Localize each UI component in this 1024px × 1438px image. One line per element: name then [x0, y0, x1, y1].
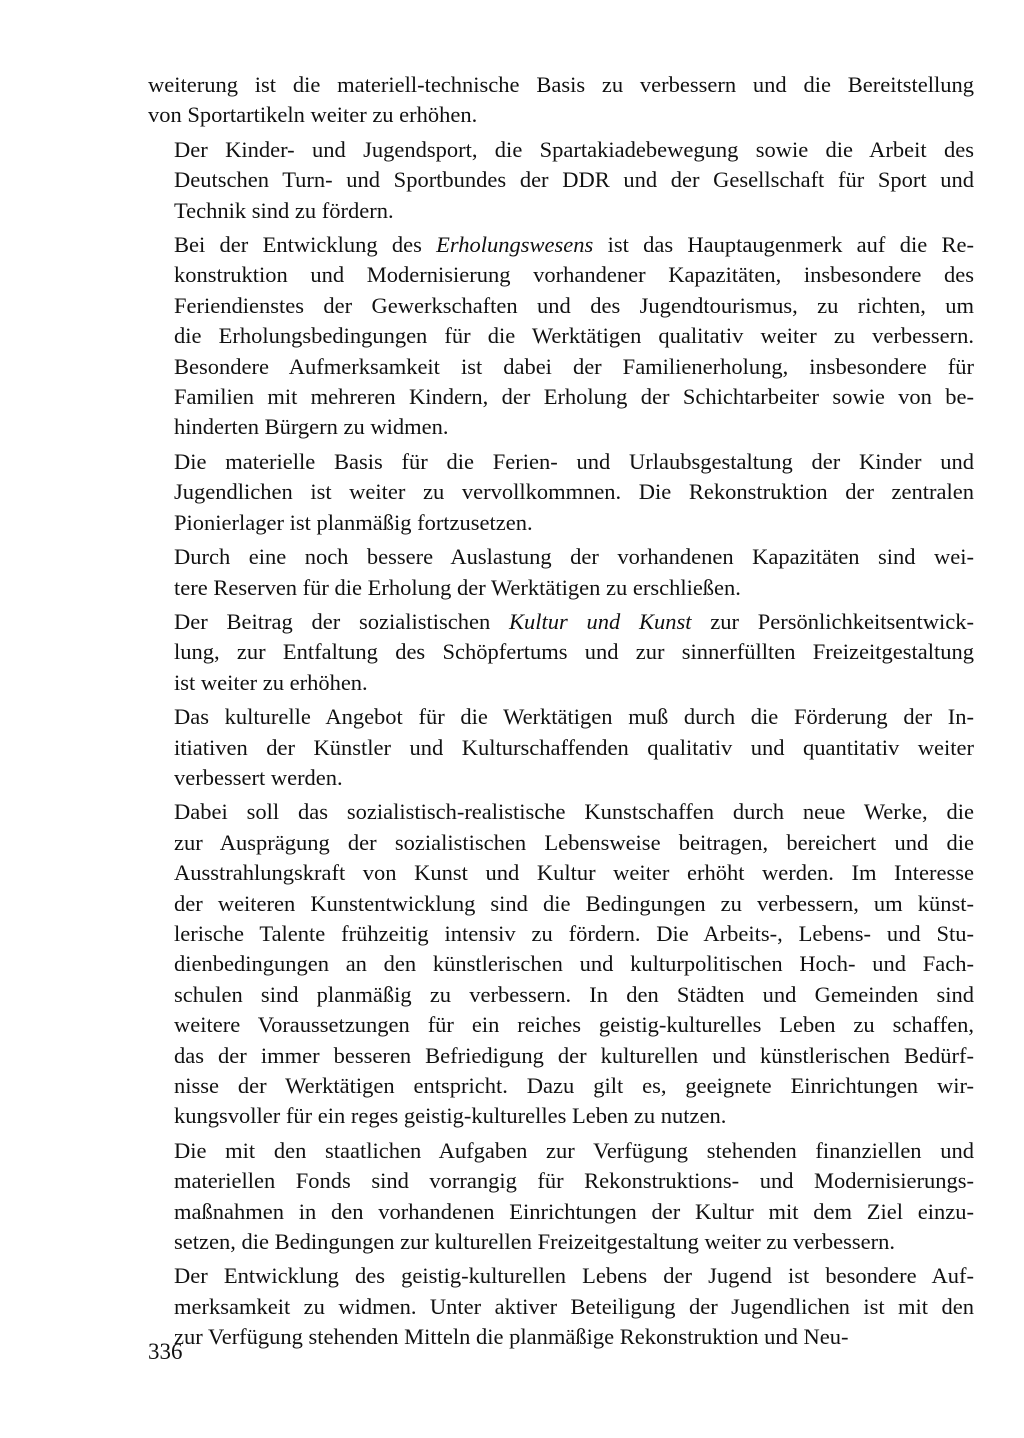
- text-line: Pionierlager ist planmäßig fortzusetzen.: [174, 509, 533, 535]
- text-line: verbessert werden.: [174, 764, 343, 790]
- text-line: zur Ausprägung der sozialistischen Lebensweise beitragen, bereichert und die: [174, 829, 974, 855]
- document-body: [148, 70, 974, 1357]
- text-line: ist weiter zu erhöhen.: [174, 669, 368, 695]
- text-line: lerische Talente frühzeitig intensiv zu fördern. Die Arbeits-, Lebens- und Stu-: [174, 920, 974, 946]
- text-line: schulen sind planmäßig zu verbessern. In den Städten und Gemeinden sind: [174, 981, 974, 1007]
- text-line: dienbedingungen an den künstlerischen und kulturpolitischen Hoch- und Fach-: [174, 951, 974, 977]
- italic-term: Erholungswesens: [436, 232, 594, 258]
- text-line: der weiteren Kunstentwicklung sind die Bedingungen zu verbessern, um künst-: [174, 890, 974, 916]
- text-line: hinderten Bürgern zu widmen.: [174, 414, 449, 440]
- text-line: tere Reserven für die Erholung der Werktätigen zu erschließen.: [174, 574, 741, 600]
- text-line: Feriendienstes der Gewerkschaften und des Jugendtourismus, zu richten, um: [174, 292, 974, 318]
- text-line: Der Kinder- und Jugendsport, die Spartakiadebewegung sowie die Arbeit des: [174, 136, 974, 162]
- page-number: 336: [148, 1339, 183, 1364]
- text-line: Ausstrahlungskraft von Kunst und Kultur weiter erhöht werden. Im Interesse: [174, 860, 974, 886]
- text-line: zur Verfügung stehenden Mitteln die planmäßige Rekonstruktion und Neu-: [174, 1324, 849, 1350]
- paragraph: [148, 70, 974, 131]
- text-line: Der Beitrag der sozialistischen Kultur und Kunst zur Persönlichkeitsentwick-: [174, 608, 974, 634]
- text-line: lung, zur Entfaltung des Schöpfertums und zur sinnerfüllten Freizeitgestaltung: [174, 639, 974, 665]
- paragraph: [148, 135, 974, 226]
- text-line: von Sportartikeln weiter zu erhöhen.: [148, 102, 478, 128]
- text-line: die Erholungsbedingungen für die Werktätigen qualitativ weiter zu verbessern.: [174, 323, 974, 349]
- text-line: maßnahmen in den vorhandenen Einrichtungen der Kultur mit dem Ziel einzu-: [174, 1198, 974, 1224]
- paragraph: [148, 230, 974, 443]
- text-line: setzen, die Bedingungen zur kulturellen Freizeitgestaltung weiter zu verbessern.: [174, 1229, 895, 1255]
- text-line: weitere Voraussetzungen für ein reiches geistig-kulturelles Leben zu schaffen,: [174, 1012, 974, 1038]
- text-line: itiativen der Künstler und Kulturschaffenden qualitativ und quantitativ weiter: [174, 734, 974, 760]
- text-line: Deutschen Turn- und Sportbundes der DDR und der Gesellschaft für Sport und: [174, 167, 974, 193]
- text-line: nisse der Werktätigen entspricht. Dazu gilt es, geeignete Einrichtungen wir-: [174, 1073, 974, 1098]
- paragraph: [148, 797, 974, 1131]
- text-line: Dabei soll das sozialistisch-realistische Kunstschaffen durch neue Werke, die: [174, 799, 974, 825]
- text-line: Jugendlichen ist weiter zu vervollkommnen. Die Rekonstruktion der zentralen: [174, 479, 974, 505]
- text-line: merksamkeit zu widmen. Unter aktiver Beteiligung der Jugendlichen ist mit den: [174, 1293, 974, 1319]
- paragraph: [148, 447, 974, 538]
- italic-term: Kultur und Kunst: [508, 608, 692, 634]
- text-line: Die mit den staatlichen Aufgaben zur Verfügung stehenden finanziellen und: [174, 1137, 974, 1163]
- paragraph: [148, 542, 974, 603]
- paragraph: [148, 607, 974, 698]
- text-line: das der immer besseren Befriedigung der kulturellen und künstlerischen Bedürf-: [174, 1042, 974, 1068]
- text-line: Durch eine noch bessere Auslastung der vorhandenen Kapazitäten sind wei-: [174, 544, 974, 570]
- text-line: kungsvoller für ein reges geistig-kulturelles Leben zu nutzen.: [174, 1103, 727, 1129]
- paragraph: [148, 1261, 974, 1352]
- text-line: konstruktion und Modernisierung vorhandener Kapazitäten, insbesondere des: [174, 262, 974, 288]
- text-line: Familien mit mehreren Kindern, der Erholung der Schichtarbeiter sowie von be-: [174, 384, 974, 410]
- paragraph: [148, 1136, 974, 1258]
- text-line: Bei der Entwicklung des Erholungswesens ist das Hauptaugenmerk auf die Re-: [174, 232, 974, 258]
- text-line: Das kulturelle Angebot für die Werktätigen muß durch die Förderung der In-: [174, 704, 974, 730]
- text-line: Technik sind zu fördern.: [174, 197, 394, 223]
- text-line: Besondere Aufmerksamkeit ist dabei der Familienerholung, insbesondere für: [174, 353, 974, 379]
- text-line: materiellen Fonds sind vorrangig für Rekonstruktions- und Modernisierungs-: [174, 1168, 974, 1194]
- text-line: Die materielle Basis für die Ferien- und Urlaubsgestaltung der Kinder und: [174, 448, 974, 474]
- text-line: Der Entwicklung des geistig-kulturellen Lebens der Jugend ist besondere Auf-: [174, 1263, 974, 1289]
- text-line: weiterung ist die materiell-technische Basis zu verbessern und die Bereitstellung: [148, 72, 974, 97]
- paragraph: [148, 702, 974, 793]
